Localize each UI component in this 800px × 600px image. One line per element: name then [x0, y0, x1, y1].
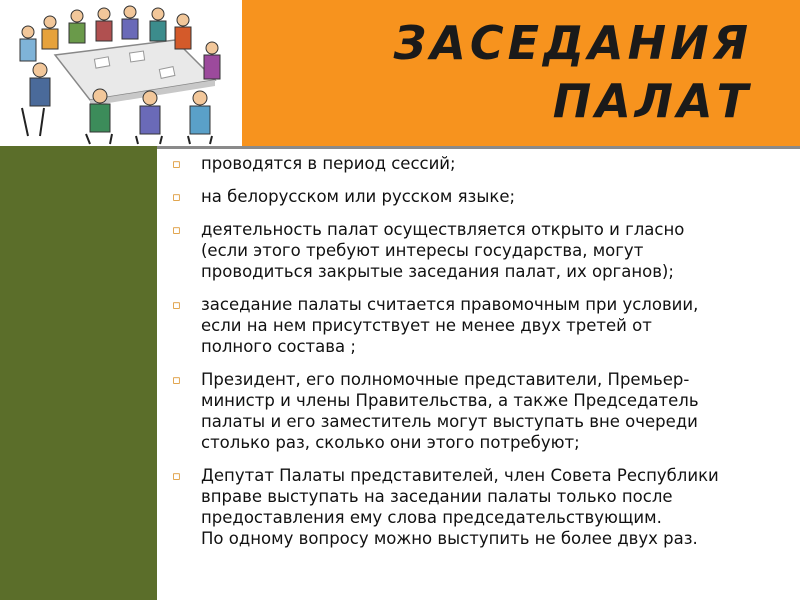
meeting-illustration [0, 0, 242, 146]
bullet-text: на белорусском или русском языке; [201, 187, 516, 206]
bullet-icon: ▫ [172, 190, 181, 205]
bullet-icon: ▫ [172, 373, 181, 388]
meeting-table-sketch-icon [0, 0, 242, 146]
bullet-text: Президент, его полномочные представители, Премьер- министр и члены Правительства, а также Председатель палаты и его заместитель могут выступать вне очереди столько раз, сколько они этого потребуют; [201, 370, 699, 452]
bullet-list [170, 153, 790, 561]
title-line-1: ЗАСЕДАНИЯ [393, 16, 752, 70]
bullet-text: проводятся в период сессий; [201, 154, 456, 173]
bullet-icon: ▫ [172, 223, 181, 238]
bullet-icon: ▫ [172, 469, 181, 484]
header-divider [157, 146, 800, 149]
list-item [170, 219, 790, 282]
bullet-text: заседание палаты считается правомочным при условии, если на нем присутствует не менее двух третей от полного состава ; [201, 295, 699, 356]
list-item [170, 465, 790, 549]
bullet-icon: ▫ [172, 157, 181, 172]
list-item [170, 186, 790, 207]
list-item [170, 153, 790, 174]
side-bar [0, 146, 157, 600]
bullet-icon: ▫ [172, 298, 181, 313]
title-line-2: ПАЛАТ [552, 74, 752, 128]
bullet-text: деятельность палат осуществляется открыто и гласно (если этого требуют интересы государства, могут проводиться закрытые заседания палат, их органов); [201, 220, 685, 281]
list-item [170, 294, 790, 357]
page-title [394, 14, 752, 130]
bullet-text: Депутат Палаты представителей, член Совета Республики вправе выступать на заседании палаты только после предоставления ему слова председательствующим. По одному вопросу можно выступить не более двух раз. [201, 466, 719, 548]
list-item [170, 369, 790, 453]
header-bar [242, 0, 800, 146]
